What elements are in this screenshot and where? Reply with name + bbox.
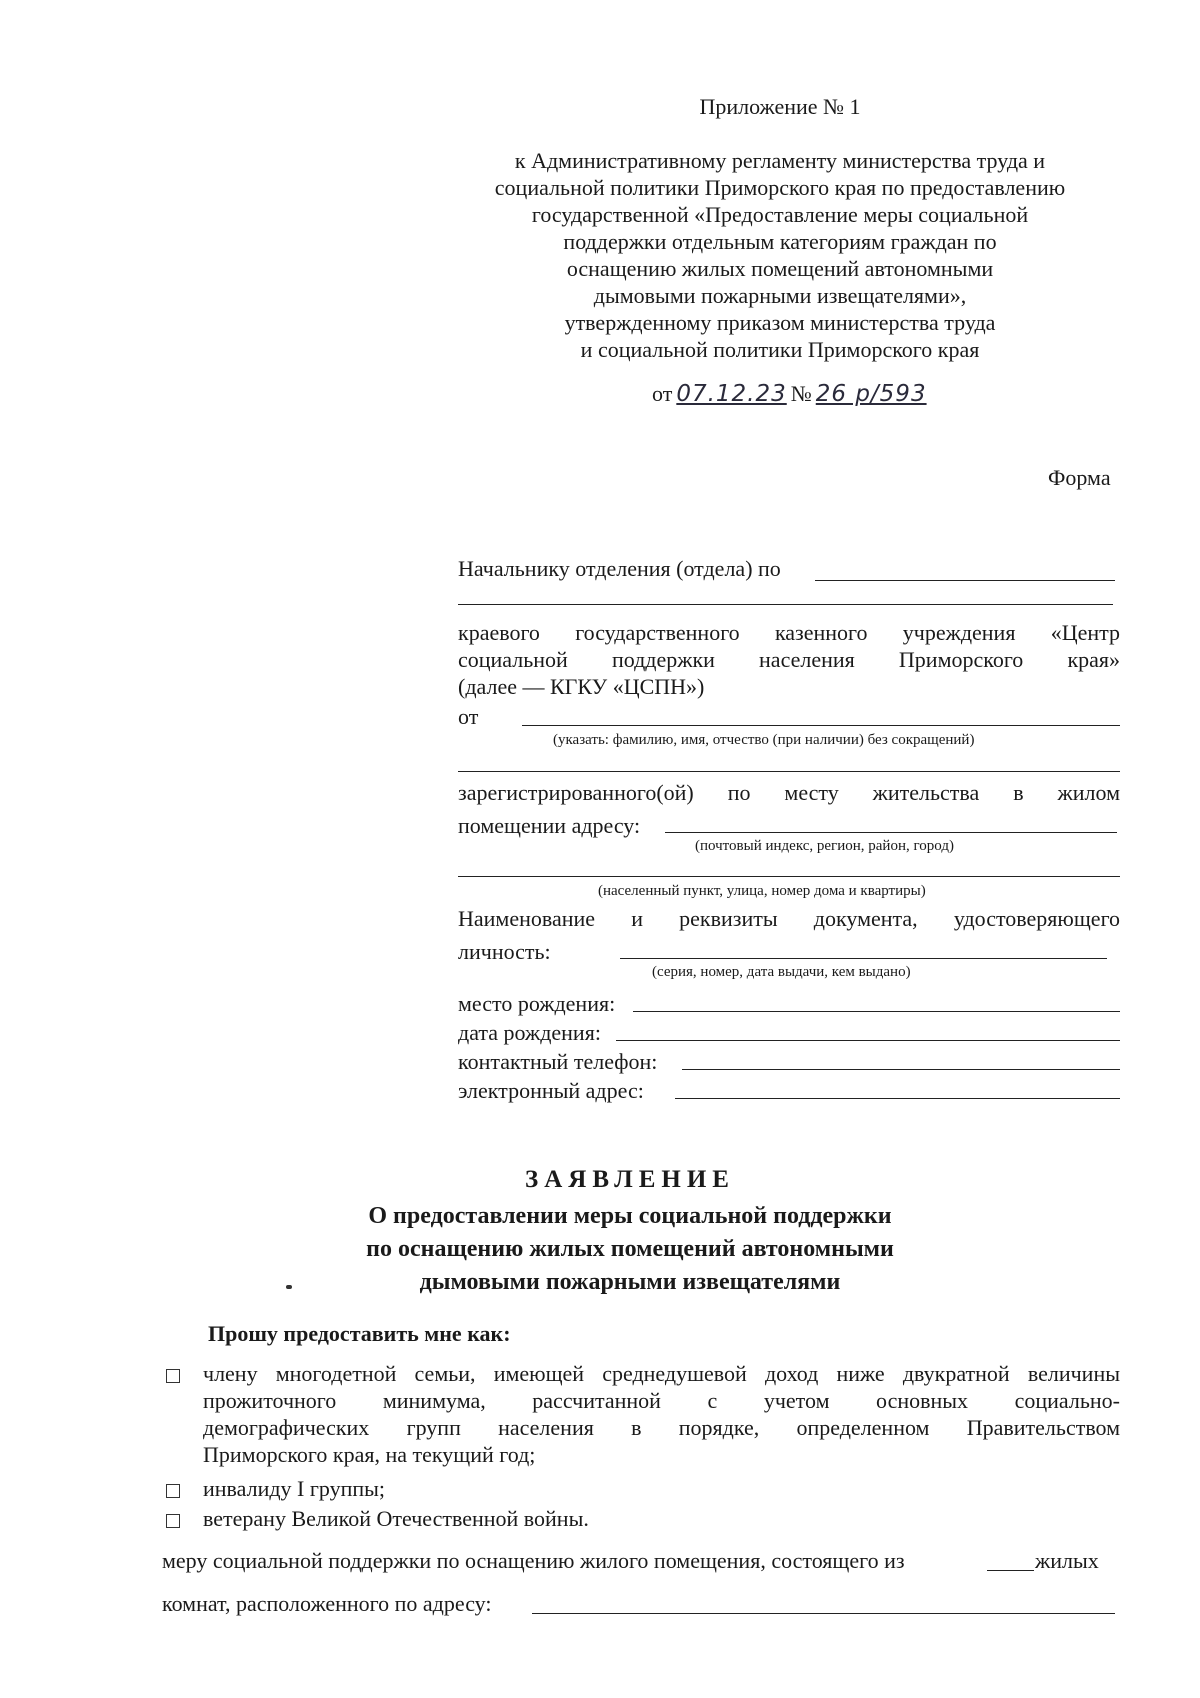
full-name-field-line2[interactable] (458, 771, 1120, 772)
email-label: электронный адрес: (458, 1078, 644, 1103)
subtitle-line: по оснащению жилых помещений автономными (366, 1236, 894, 1262)
option-line: члену многодетной семьи, имеющей среднедушевой доход ниже двукратной величины (203, 1361, 1120, 1386)
option-veteran-checkbox[interactable] (166, 1514, 180, 1528)
registered-line2: помещении адресу: (458, 813, 641, 838)
birthplace-field[interactable] (633, 1011, 1120, 1012)
subtitle-line: дымовыми пожарными извещателями (419, 1269, 841, 1295)
birthdate-field[interactable] (616, 1040, 1120, 1041)
option-disability-text: инвалиду I группы; (203, 1476, 386, 1501)
institution-line: (далее — КГКУ «ЦСПН») (458, 674, 705, 699)
id-doc-line: Наименование и реквизиты документа, удостоверяющего (458, 906, 1121, 931)
statement-subtitle (240, 1200, 1020, 1299)
address-label: комнат, расположенного по адресу: (162, 1591, 492, 1616)
rooms-count-field[interactable] (987, 1570, 1034, 1571)
option-line: демографических групп населения в порядке, определенном Правительством (203, 1415, 1121, 1440)
institution-line: краевого государственного казенного учреждения «Центр (458, 620, 1121, 645)
registered-line: зарегистрированного(ой) по месту жительства в жилом (458, 780, 1121, 805)
subtitle-line: О предоставлении меры социальной поддержки (368, 1203, 892, 1229)
appendix-line: к Административному регламенту министерства труда и (514, 148, 1046, 173)
to-head-label: Начальнику отделения (отдела) по (458, 556, 781, 581)
to-head-field-line2[interactable] (458, 604, 1113, 605)
postal-address-field[interactable] (665, 832, 1117, 833)
appendix-line: социальной политики Приморского края по предоставлению (494, 175, 1066, 200)
postal-hint: (почтовый индекс, регион, район, город) (695, 838, 954, 854)
institution-line: социальной поддержки населения Приморского края» (458, 647, 1121, 672)
phone-field[interactable] (682, 1069, 1120, 1070)
appendix-line: оснащению жилых помещений автономными (566, 256, 994, 281)
appendix-line: утвержденному приказом министерства труда (564, 310, 996, 335)
to-head-field[interactable] (815, 580, 1115, 581)
option-line: прожиточного минимума, рассчитанной с учетом основных социально- (203, 1388, 1120, 1413)
full-name-hint: (указать: фамилию, имя, отчество (при наличии) без сокращений) (553, 732, 975, 748)
measure-text: меру социальной поддержки по оснащению жилого помещения, состоящего из (162, 1548, 905, 1573)
id-doc-field[interactable] (620, 958, 1107, 959)
id-doc-hint: (серия, номер, дата выдачи, кем выдано) (652, 964, 911, 980)
settlement-hint: (населенный пункт, улица, номер дома и квартиры) (598, 883, 926, 899)
option-large-family-text (203, 1360, 1120, 1468)
email-field[interactable] (675, 1098, 1120, 1099)
appendix-text (440, 147, 1120, 363)
option-disability-checkbox[interactable] (166, 1484, 180, 1498)
option-veteran-text: ветерану Великой Отечественной войны. (203, 1506, 589, 1531)
handwritten-number: 26 р/593 (815, 381, 927, 407)
scan-speck (286, 1285, 292, 1289)
appendix-line: дымовыми пожарными извещателями», (593, 283, 967, 308)
number-prefix: № (790, 381, 812, 406)
date-prefix: от (652, 381, 673, 406)
appendix-line: государственной «Предоставление меры социальной (531, 202, 1029, 227)
birthplace-label: место рождения: (458, 991, 616, 1016)
option-large-family-checkbox[interactable] (166, 1369, 180, 1383)
settlement-address-field[interactable] (458, 876, 1120, 877)
phone-label: контактный телефон: (458, 1049, 658, 1074)
handwritten-date: 07.12.23 (676, 381, 787, 407)
appendix-line: поддержки отдельным категориям граждан по (563, 229, 997, 254)
statement-title: ЗАЯВЛЕНИЕ (525, 1166, 735, 1193)
full-name-field[interactable] (522, 725, 1120, 726)
measure-suffix: жилых (1035, 1548, 1099, 1573)
id-doc-line2: личность: (458, 939, 551, 964)
birthdate-label: дата рождения: (458, 1020, 601, 1045)
order-date-number (652, 380, 927, 414)
request-heading: Прошу предоставить мне как: (208, 1321, 511, 1346)
option-line: Приморского края, на текущий год; (203, 1442, 536, 1467)
appendix-line: и социальной политики Приморского края (580, 337, 980, 362)
property-address-field[interactable] (532, 1613, 1115, 1614)
from-label: от (458, 704, 479, 729)
appendix-heading: Приложение № 1 (699, 94, 861, 119)
form-label: Форма (1048, 465, 1111, 490)
